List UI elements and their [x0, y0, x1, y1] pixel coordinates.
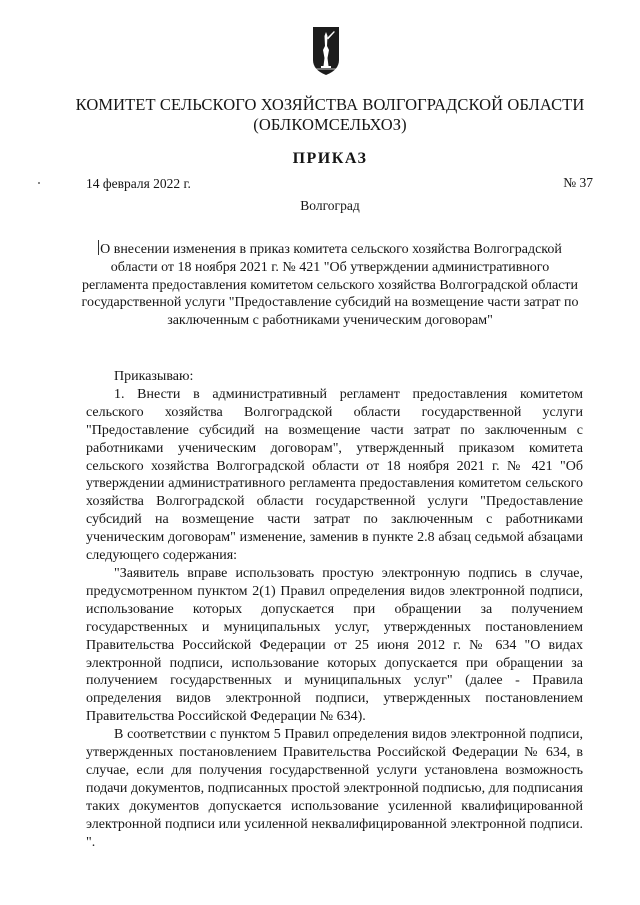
- volgograd-emblem-icon: [312, 26, 340, 76]
- subject-text: О внесении изменения в приказ комитета сельского хозяйства Волгоградской области от 18 ноября 2021 г. № 421 "Об утверждении административного регламента предоставления комитетом сельского хозяйства Волгоградской области государственной услуги "Предоставление субсидий на возмещение части затрат по заключенным с работниками ученическим договорам": [81, 242, 579, 329]
- committee-title: [60, 95, 600, 135]
- paragraph-1: 1. Внести в административный регламент предоставления комитетом сельского хозяйства Волгоградской области государственной услуги "Предоставление субсидий на возмещение части затрат по заключенным с работниками ученическим договорам", утвержденный приказом комитета сельского хозяйства Волгоградской области от 18 ноября 2021 г. № 421 "Об утверждении административного регламента предоставления комитетом сельского хозяйства Волгоградской области государственной услуги "Предоставление субсидий на возмещение части затрат по заключенным с работниками ученическим договорам" изменение, заменив в пункте 2.8 абзац седьмой абзацами следующего содержания:: [86, 386, 583, 564]
- scan-speck: [38, 182, 40, 184]
- paragraph-quoted-2: В соответствии с пунктом 5 Правил определения видов электронной подписи, утвержденных постановлением Правительства Российской Федерации № 634, в случае, если для получения государственной услуги установлена возможность подачи документов, подписанных простой электронной подписью, для подписания таких документов допускается использование усиленной квалифицированной электронной подписи или усиленной неквалифицированной электронной подписи. ".: [86, 727, 583, 850]
- paragraph-quoted-1: "Заявитель вправе использовать простую электронную подпись в случае, предусмотренном пунктом 2(1) Правил определения видов электронной подписи, использование которых допускается при обращении за получением государственных и муниципальных услуг, утвержденных постановлением Правительства Российской Федерации от 25 июня 2012 г. № 634 "О видах электронной подписи, использование которых допускается при обращении за получением государственных и муниципальных услуг" (далее - Правила определения видов электронной подписи, утвержденных постановлением Правительства Российской Федерации № 634).: [86, 565, 583, 725]
- committee-abbreviation: (ОБЛКОМСЕЛЬХОЗ): [253, 115, 407, 134]
- document-date: 14 февраля 2022 г.: [86, 176, 191, 191]
- document-city: Волгоград: [300, 198, 360, 213]
- order-intro: Приказываю:: [114, 369, 194, 384]
- document-type: ПРИКАЗ: [292, 150, 368, 167]
- text-cursor-mark: [98, 240, 99, 255]
- document-subject: [80, 240, 580, 330]
- committee-name: КОМИТЕТ СЕЛЬСКОГО ХОЗЯЙСТВА ВОЛГОГРАДСКОЙ ОБЛАСТИ: [75, 95, 585, 114]
- document-body: [86, 368, 583, 851]
- document-number: № 37: [563, 175, 593, 190]
